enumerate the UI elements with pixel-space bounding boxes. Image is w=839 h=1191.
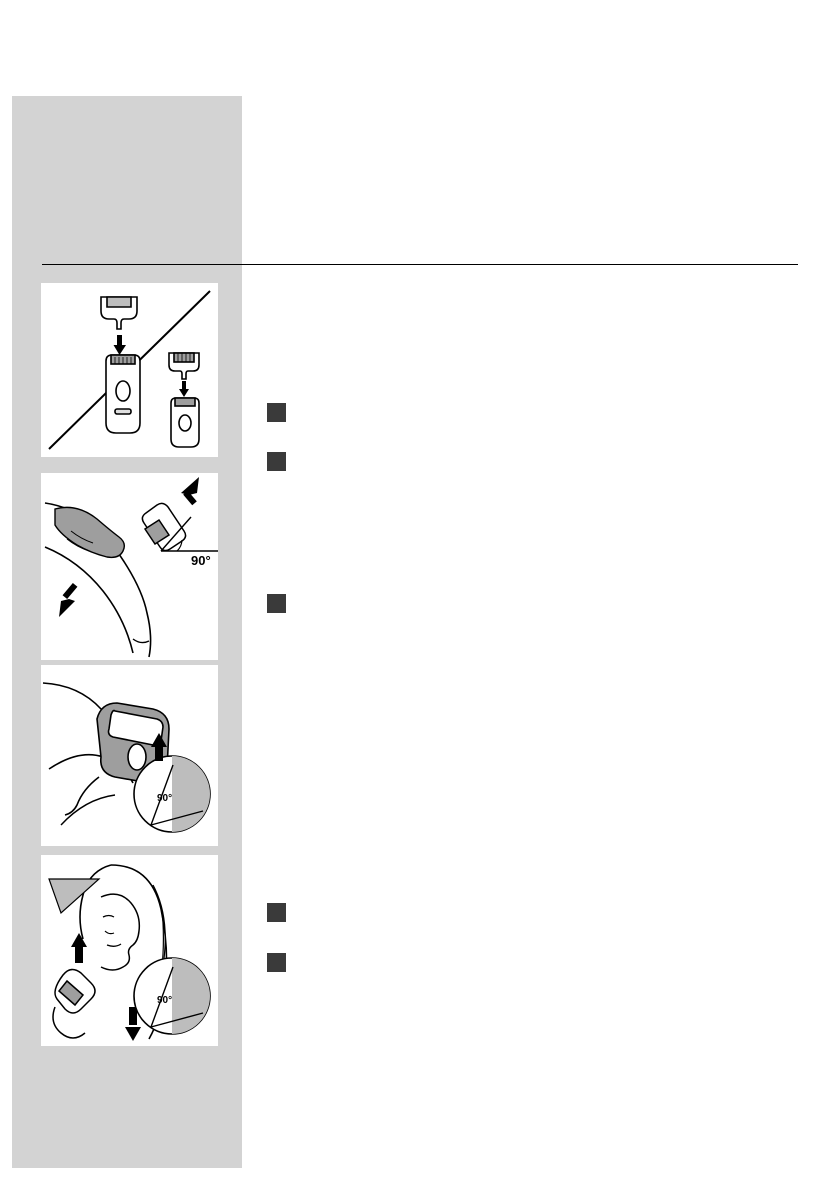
- figure-pointer-4: [226, 866, 242, 888]
- svg-text:90°: 90°: [191, 553, 211, 568]
- header-divider: [42, 264, 798, 265]
- svg-text:90°: 90°: [157, 995, 173, 1006]
- step-bullet-2: [267, 452, 286, 471]
- step-bullet-3: [267, 594, 286, 613]
- figure-leg-epilation-angle: [41, 473, 218, 660]
- svg-text:90°: 90°: [157, 793, 173, 804]
- step-bullet-1: [267, 403, 286, 422]
- figure-face-epilation-angle: [41, 855, 218, 1046]
- figure-attachment-swap: [41, 283, 218, 457]
- figure-pointer-3: [226, 668, 242, 690]
- step-bullet-5: [267, 953, 286, 972]
- figure-pointer-1: [226, 396, 242, 418]
- figure-underarm-epilation-angle: [41, 665, 218, 846]
- figure-pointer-2: [226, 589, 242, 611]
- step-bullet-4: [267, 903, 286, 922]
